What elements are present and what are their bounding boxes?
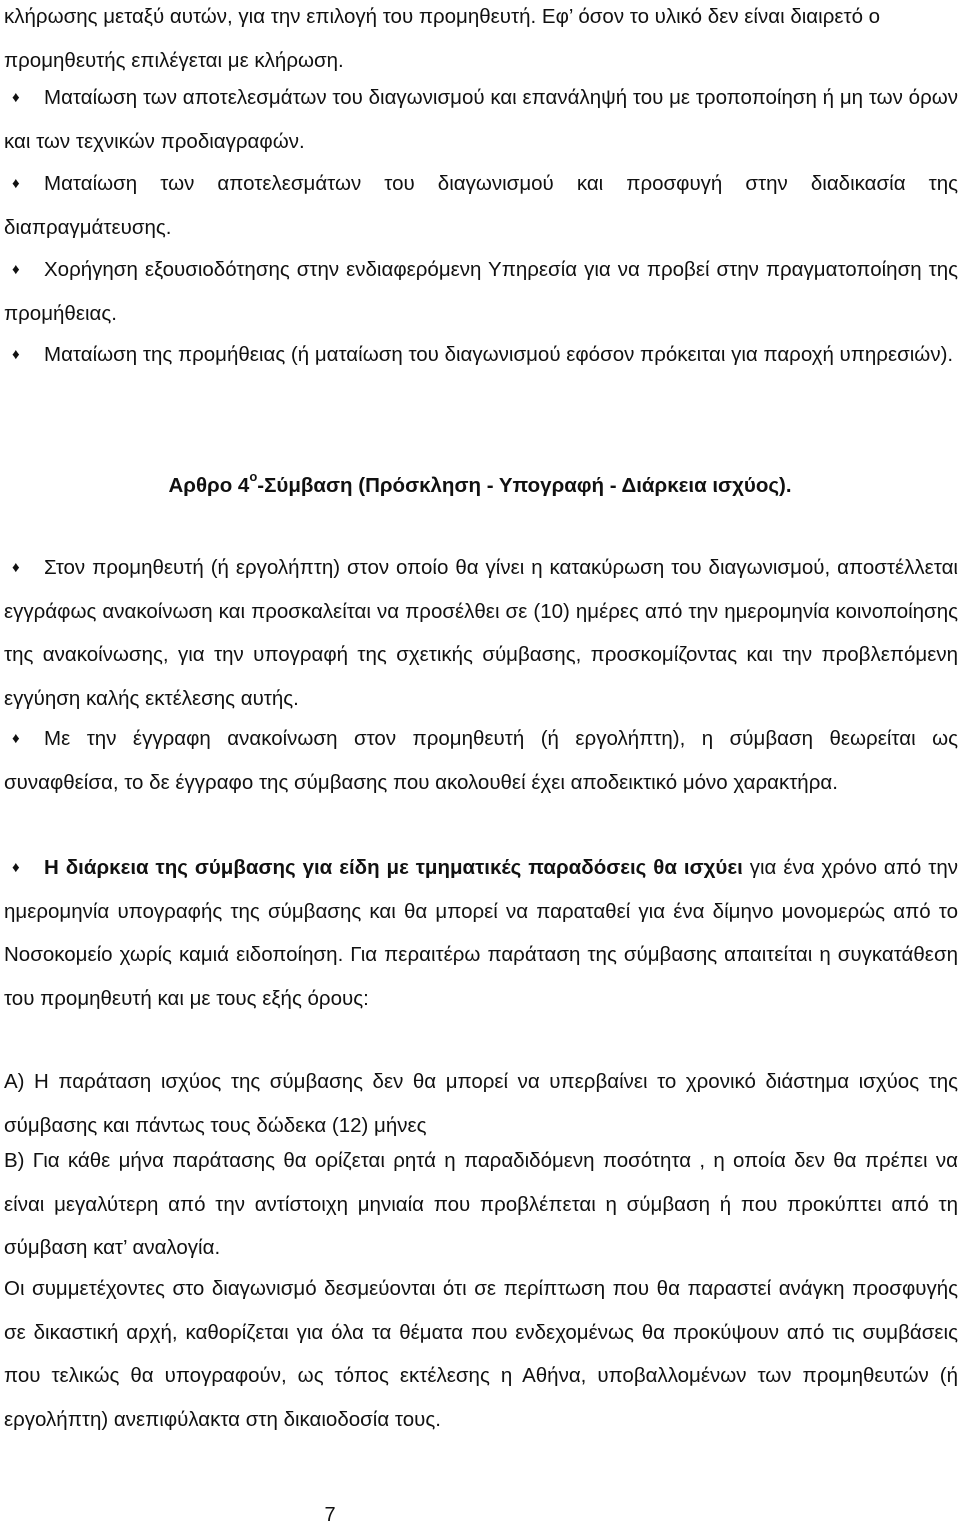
bullet-text: Στον προμηθευτή (ή εργολήπτη) στον οποίο θα γίνει η κατακύρωση του διαγωνισμού, αποστέλλεται εγγράφως ανακοίνωση και προσκαλείται να προσέλθει σε (10) ημέρες από την ημερομηνία κοινοποίησης της ανακοίνωσης, για την υπογραφή της σχετικής σύμβασης, προσκομίζοντας και την προβλεπόμενη εγγύηση καλής εκτέλεσης αυτής. bbox=[4, 556, 958, 710]
paragraph-lottery bbox=[4, 0, 958, 82]
paragraph-term-b bbox=[4, 1139, 958, 1270]
bullet-cancel-repeat bbox=[4, 76, 958, 163]
diamond-bullet-icon: ♦ bbox=[12, 559, 20, 576]
paragraph-text: Β) Για κάθε μήνα παράτασης θα ορίζεται ρητά η παραδιδόμενη ποσότητα , η οποία δεν θα πρέπει να είναι μεγαλύτερη από την αντίστοιχη μηνιαία που προβλέπεται η σύμβαση ή που προκύπτει από τη σύμβαση κατ’ αναλογία. bbox=[4, 1149, 958, 1260]
bullet-contract-duration bbox=[4, 846, 958, 1020]
diamond-bullet-icon: ♦ bbox=[12, 89, 20, 106]
bullet-cancel-negotiation bbox=[4, 162, 958, 249]
heading-prefix: Αρθρο 4 bbox=[168, 474, 250, 497]
paragraph-text: κλήρωσης μεταξύ αυτών, για την επιλογή του προμηθευτή. Εφ’ όσον το υλικό δεν είναι διαιρετό ο προμηθευτής επιλέγεται με κλήρωση. bbox=[4, 5, 881, 72]
bullet-text: Ματαίωση των αποτελεσμάτων του διαγωνισμού και επανάληψή του με τροποποίηση ή μη των όρων και των τεχνικών προδιαγραφών. bbox=[4, 86, 958, 153]
bullet-bold-text: Η διάρκεια της σύμβασης για είδη με τμηματικές παραδόσεις θα ισχύει bbox=[44, 856, 743, 879]
bullet-authorization bbox=[4, 248, 958, 335]
bullet-text: Χορήγηση εξουσιοδότησης στην ενδιαφερόμενη Υπηρεσία για να προβεί στην πραγματοποίηση της προμήθειας. bbox=[4, 258, 958, 325]
heading-ordinal: ο bbox=[249, 469, 258, 484]
page-number: 7 bbox=[324, 1504, 336, 1526]
paragraph-jurisdiction bbox=[4, 1267, 958, 1441]
bullet-written-notice bbox=[4, 717, 958, 804]
diamond-bullet-icon: ♦ bbox=[12, 175, 20, 192]
diamond-bullet-icon: ♦ bbox=[12, 730, 20, 747]
bullet-text: Ματαίωση των αποτελεσμάτων του διαγωνισμού και προσφυγή στην διαδικασία της διαπραγμάτευσης. bbox=[4, 172, 958, 239]
paragraph-text: Οι συμμετέχοντες στο διαγωνισμό δεσμεύονται ότι σε περίπτωση που θα παραστεί ανάγκη προσφυγής σε δικαστική αρχή, καθορίζεται για όλα τα θέματα που ενδεχομένως θα προκύψουν από τις συμβάσεις που τελικώς θα υπογραφούν, ως τόπος εκτέλεσης η Αθήνα, υποβαλλομένων των προμηθευτών (ή εργολήπτη) ανεπιφύλακτα στη δικαιοδοσία τους. bbox=[4, 1277, 958, 1431]
bullet-text: Ματαίωση της προμήθειας (ή ματαίωση του διαγωνισμού εφόσον πρόκειται για παροχή υπηρεσιών). bbox=[44, 343, 954, 366]
paragraph-term-a bbox=[4, 1060, 958, 1147]
diamond-bullet-icon: ♦ bbox=[12, 859, 20, 876]
bullet-invitation bbox=[4, 546, 958, 720]
heading-title: -Σύμβαση (Πρόσκληση - Υπογραφή - Διάρκεια ισχύος). bbox=[257, 474, 792, 497]
paragraph-text: Α) Η παράταση ισχύος της σύμβασης δεν θα μπορεί να υπερβαίνει το χρονικό διάστημα ισχύος της σύμβασης και πάντως τους δώδεκα (12) μήνες bbox=[4, 1070, 958, 1137]
bullet-text: Με την έγγραφη ανακοίνωση στον προμηθευτή (ή εργολήπτη), η σύμβαση θεωρείται ως συναφθείσα, το δε έγγραφο της σύμβασης που ακολουθεί έχει αποδεικτικό μόνο χαρακτήρα. bbox=[4, 727, 958, 794]
diamond-bullet-icon: ♦ bbox=[12, 261, 20, 278]
bullet-text: για ένα χρόνο από την ημερομηνία υπογραφής της σύμβασης και θα μπορεί να παραταθεί για ένα δίμηνο μονομερώς από το Νοσοκομείο χωρίς καμιά ειδοποίηση. Για περαιτέρω παράταση της σύμβασης απαιτείται η συγκατάθεση του προμηθευτή και με τους εξής όρους: bbox=[4, 856, 959, 1010]
bullet-cancel-procurement bbox=[4, 333, 958, 377]
article-heading bbox=[0, 455, 960, 507]
diamond-bullet-icon: ♦ bbox=[12, 346, 20, 363]
